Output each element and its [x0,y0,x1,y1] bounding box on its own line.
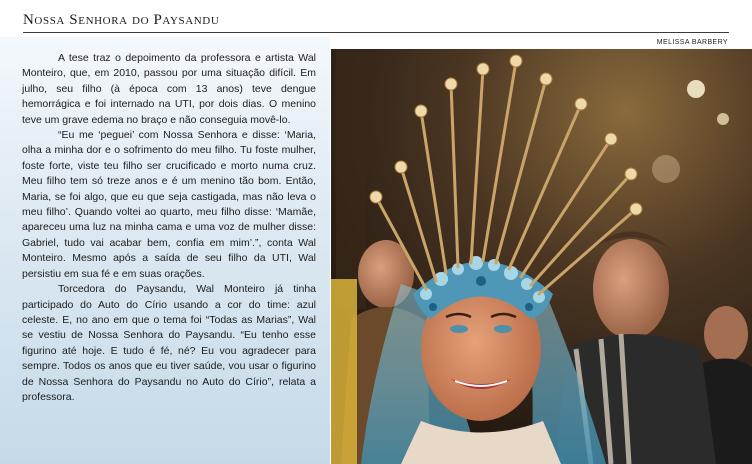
second-woman-face [593,239,669,339]
article-body [22,51,316,405]
eye-shadow [450,325,468,333]
photo-credit: MELISSA BARBERY [656,39,728,46]
bokeh-light [652,155,680,183]
festival-photo [331,49,752,464]
street-light [717,113,729,125]
eye-shadow [494,325,512,333]
article-paragraph: A tese traz o depoimento da professora e artista Wal Monteiro, que, em 2010, passou por uma situação difícil. Em julho, seu filho (à época com 13 anos) teve dengue hemorrágica e foi internado na UTI, por dois dias. O menino teve um grave edema no braço e não conseguia movê-lo. [22,52,316,126]
article-paragraph: “Eu me ‘peguei’ com Nossa Senhora e disse: ‘Maria, olha a minha dor e o sofrimento do meu filho. Tu foste mulher, foste forte, viste teu filho ser crucificado e morto numa cruz. Meu filho tem só treze anos e é um menino tão bom. Então, Maria, se foi algo, que eu que seja castigada, mas não leva o meu filho’. Quando voltei ao quarto, meu filho disse: ‘Mamãe, apareceu uma luz na minha cama e uma voz de mulher disse: Gabriel, tudo vai acabar bem, confia em mim’.”, conta Wal Monteiro. Mesmo após a saída de seu filho da UTI, Wal persistiu em sua fé e em suas orações. [22,129,316,280]
crowd-person-yellow [331,279,357,464]
crowd-person [704,306,748,362]
section-title: Nossa Senhora do Paysandu [23,12,220,28]
title-rule [23,32,729,33]
article-paragraph: Torcedora do Paysandu, Wal Monteiro já tinha participado do Auto do Círio usando a cor do time: azul celeste. E, no ano em que o tema foi “Todas as Marias”, Wal se vestiu de Nossa Senhora do Paysandu. “Eu tenho esse figurino até hoje. E tudo é fé, né? Eu vou agradecer para sempre. Todos os anos que eu tiver saúde, vou usar o figurino de Nossa Senhora do Paysandu no Auto do Círio”, relata a professora. [22,283,316,403]
street-light [687,80,705,98]
article-column [0,37,330,464]
photo-illustration [331,49,752,464]
